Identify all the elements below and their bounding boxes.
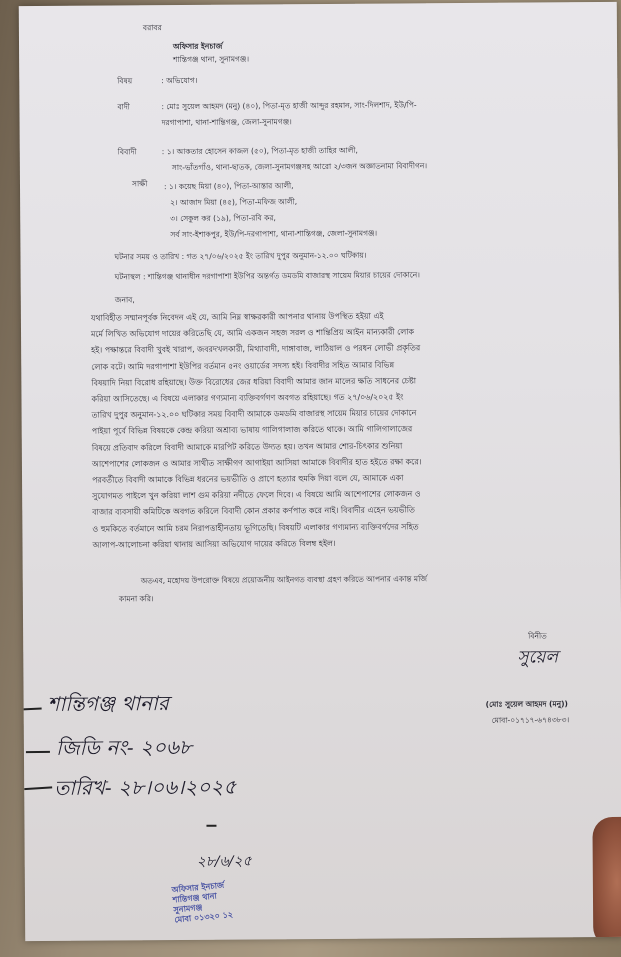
incident-time: ঘটনার সময় ও তারিখ : গত ২৭/০৬/২০২৫ ইং তারিখ দুপুর অনুমান-১২.০০ ঘটিকায়। [114, 250, 367, 262]
greeting: জনাব, [114, 295, 135, 305]
witness-address: সর্ব সাং-ইশাকপুর, ইউ/পি-দরগাপাশা, থানা-শান্তিগঞ্জ, জেলা-সুনামগঞ্জ। [170, 228, 378, 240]
defendant-label: বিবাদী [117, 147, 137, 157]
witness-label: সাক্ষী [131, 179, 148, 189]
witness-3: ৩। সেকুল কর (১৯), পিতা-রবি কর, [170, 213, 276, 224]
hand-thana: শান্তিগঞ্জ থানার [47, 691, 169, 716]
complaint-document [19, 2, 621, 941]
thana-address: শান্তিগঞ্জ থানা, সুনামগঞ্জ। [173, 54, 250, 65]
initial-date: ২৮/৬/২৫ [196, 853, 252, 870]
incident-place: ঘটনাস্থল : শান্তিগঞ্জ থানাধীন দরগাপাশা ইউপির অন্তর্গত ডমডমি বাজারস্থ সায়েম মিয়ার চায়ের দোকানে। [114, 270, 420, 282]
plaintiff-line2: দরগাপাশা, থানা-শান্তিগঞ্জ, জেলা-সুনামগঞ্জ। [161, 117, 292, 128]
closing-line2: কামনা করি। [118, 594, 154, 604]
yours-faithfully: বিনীত [528, 631, 547, 641]
salutation: বরাবর [142, 23, 162, 33]
witness-2: ২। আজাদ মিয়া (৪৫), পিতা-মফিজ আলী, [170, 197, 298, 208]
witness-1: : ১। কয়েছ মিয়া (৪০), পিতা-আস্তার আলী, [163, 181, 294, 192]
hand-gd-number: জিডি নং- ২০৬৮ [55, 734, 193, 760]
officer-title: অফিসার ইনচার্জ [172, 41, 223, 52]
hand-tick [206, 825, 216, 827]
subject-label: বিষয় [117, 76, 133, 86]
signatory-mobile: মোবা-০১৭১৭-৬৭৪৩৮৩। [491, 715, 570, 725]
hand-date: তারিখ- ২৮।০৬।২০২৫ [54, 774, 237, 800]
defendant-line2: সাং-ভাঁতগাঁও, থানা-ছাতক, জেলা-সুনামগঞ্জসহ আরো ২/৩জন অজ্ঞাতনামা বিবাদীগন। [171, 161, 428, 173]
closing-line1: অতএব, মহোদয় উপরোক্ত বিষয়ে প্রয়োজনীয় আইনগত ব্যবস্থা গ্রহণ করিতে আপনার একান্ত মর্জি [140, 574, 427, 586]
subject-value: : অভিযোগ। [161, 75, 198, 86]
plaintiff-line1: : মোঃ সুয়েল আহমদ (মনু) (৪০), পিতা-মৃত হাজী আব্দুর রহমান, সাং-দিলশাদ, ইউ/পি- [161, 100, 417, 112]
defendant-line1: : ১। আকতার হোসেন কাজল (৫০), পিতা-মৃত হাজী তাহির আলী, [161, 145, 358, 157]
hand-dash-2 [26, 751, 50, 753]
holding-thumb [592, 817, 621, 941]
signature-scribble: সুয়েল [517, 647, 559, 668]
official-stamp: অফিসার ইনচার্জ শান্তিগঞ্জ থানা সুনামগঞ্জ মোবা ০১৩২০ ১২ [171, 880, 234, 925]
plaintiff-label: বাদী [117, 102, 130, 112]
signatory-name: (মোঃ সুয়েল আহমদ (মনু)) [485, 699, 569, 709]
hand-dash-3 [24, 786, 52, 790]
complaint-body: যথাবিহীত সম্মানপূর্বক নিবেদন এই যে, আমি নিম্ন স্বাক্ষরকারী আপনার থানায় উপস্থিত হইয়া এই মর্মে লিখিত অভিযোগ দায়ের করিতেছি যে, আমি একজন সহজ সরল ও শান্তিপ্রিয় আইন মান্যকারী লোক হই। পক্ষান্তরে বিবাদী খুবই খারাপ, জবরদখলকারী, মিথ্যাবাদী, দাঙ্গাবাজ, লাঠিয়াল ও পরধন লোভী প্রকৃতির লোক বটে। আমি দরগাপাশা ইউপির বর্তমান ৫নং ওয়ার্ডের সদস্য হই। বিবাদীর সহিত আমার বিভিন্ন বিষয়াদি নিয়া বিরোধ রহিয়াছে। উক্ত বিরোধের জের ধরিয়া বিবাদী আমার জান মালের ক্ষতি সাধনের চেষ্টা করিয়া আসিতেছে। এ বিষয়ে এলাকার গণ্যমান্য ব্যক্তিবর্গগণ অবগত রহিয়াছে। গত ২৭/০৬/২০২৫ ইং তারিখ দুপুর অনুমান-১২.০০ ঘটিকার সময় বিবাদী আমাকে ডমডমি বাজারস্থ সায়েম মিয়ার চায়ের দোকানে পাইয়া পূর্বে বিভিন্ন বিষয়কে কেন্দ্র করিয়া অশ্রাব্য ভাষায় গালিগালাজ করিতে থাকে। আমি গালিগালাজের বিষয়ে প্রতিবাদ করিলে বিবাদী আমাকে মারপিট করিতে উদ্যত হয়। তখন আমার শোর-চিৎকার শুনিয়া আশেপাশের লোকজন ও আমার সাথীত সাক্ষীগণ আগাইয়া আসিয়া আমাকে বিবাদীর হাত হইতে রক্ষা করে। পরবর্তীতে বিবাদী আমাকে বিভিন্ন ধরনের ভয়ভীতি ও প্রাণে হত্যার হুমকি দিয়া বলে যে, আমাকে একা সুযোগমত পাইলে খুন করিয়া লাশ গুম করিয়া নদীতে ফেলে দিবে। এ বিষয়ে আমি আশেপাশের লোকজন ও বাজার ব্যবসায়ী কমিটিকে অবগত করিলে বিবাদী কোন প্রকার কর্ণপাত করে নাই। বিবাদীর এহেন ভয়ভীতি ও হুমকিতে বর্তমানে আমি চরম নিরাপত্তাহীনতায় ভূগিতেছি। বিষয়টি এলাকার গণ্যমান্য ব্যক্তিবর্গদের সহিত আলাপ-আলোচনা করিয়া থানায় আসিয়া অভিযোগ দায়ের করিতে বিলম্ব হইল। [90, 311, 422, 550]
